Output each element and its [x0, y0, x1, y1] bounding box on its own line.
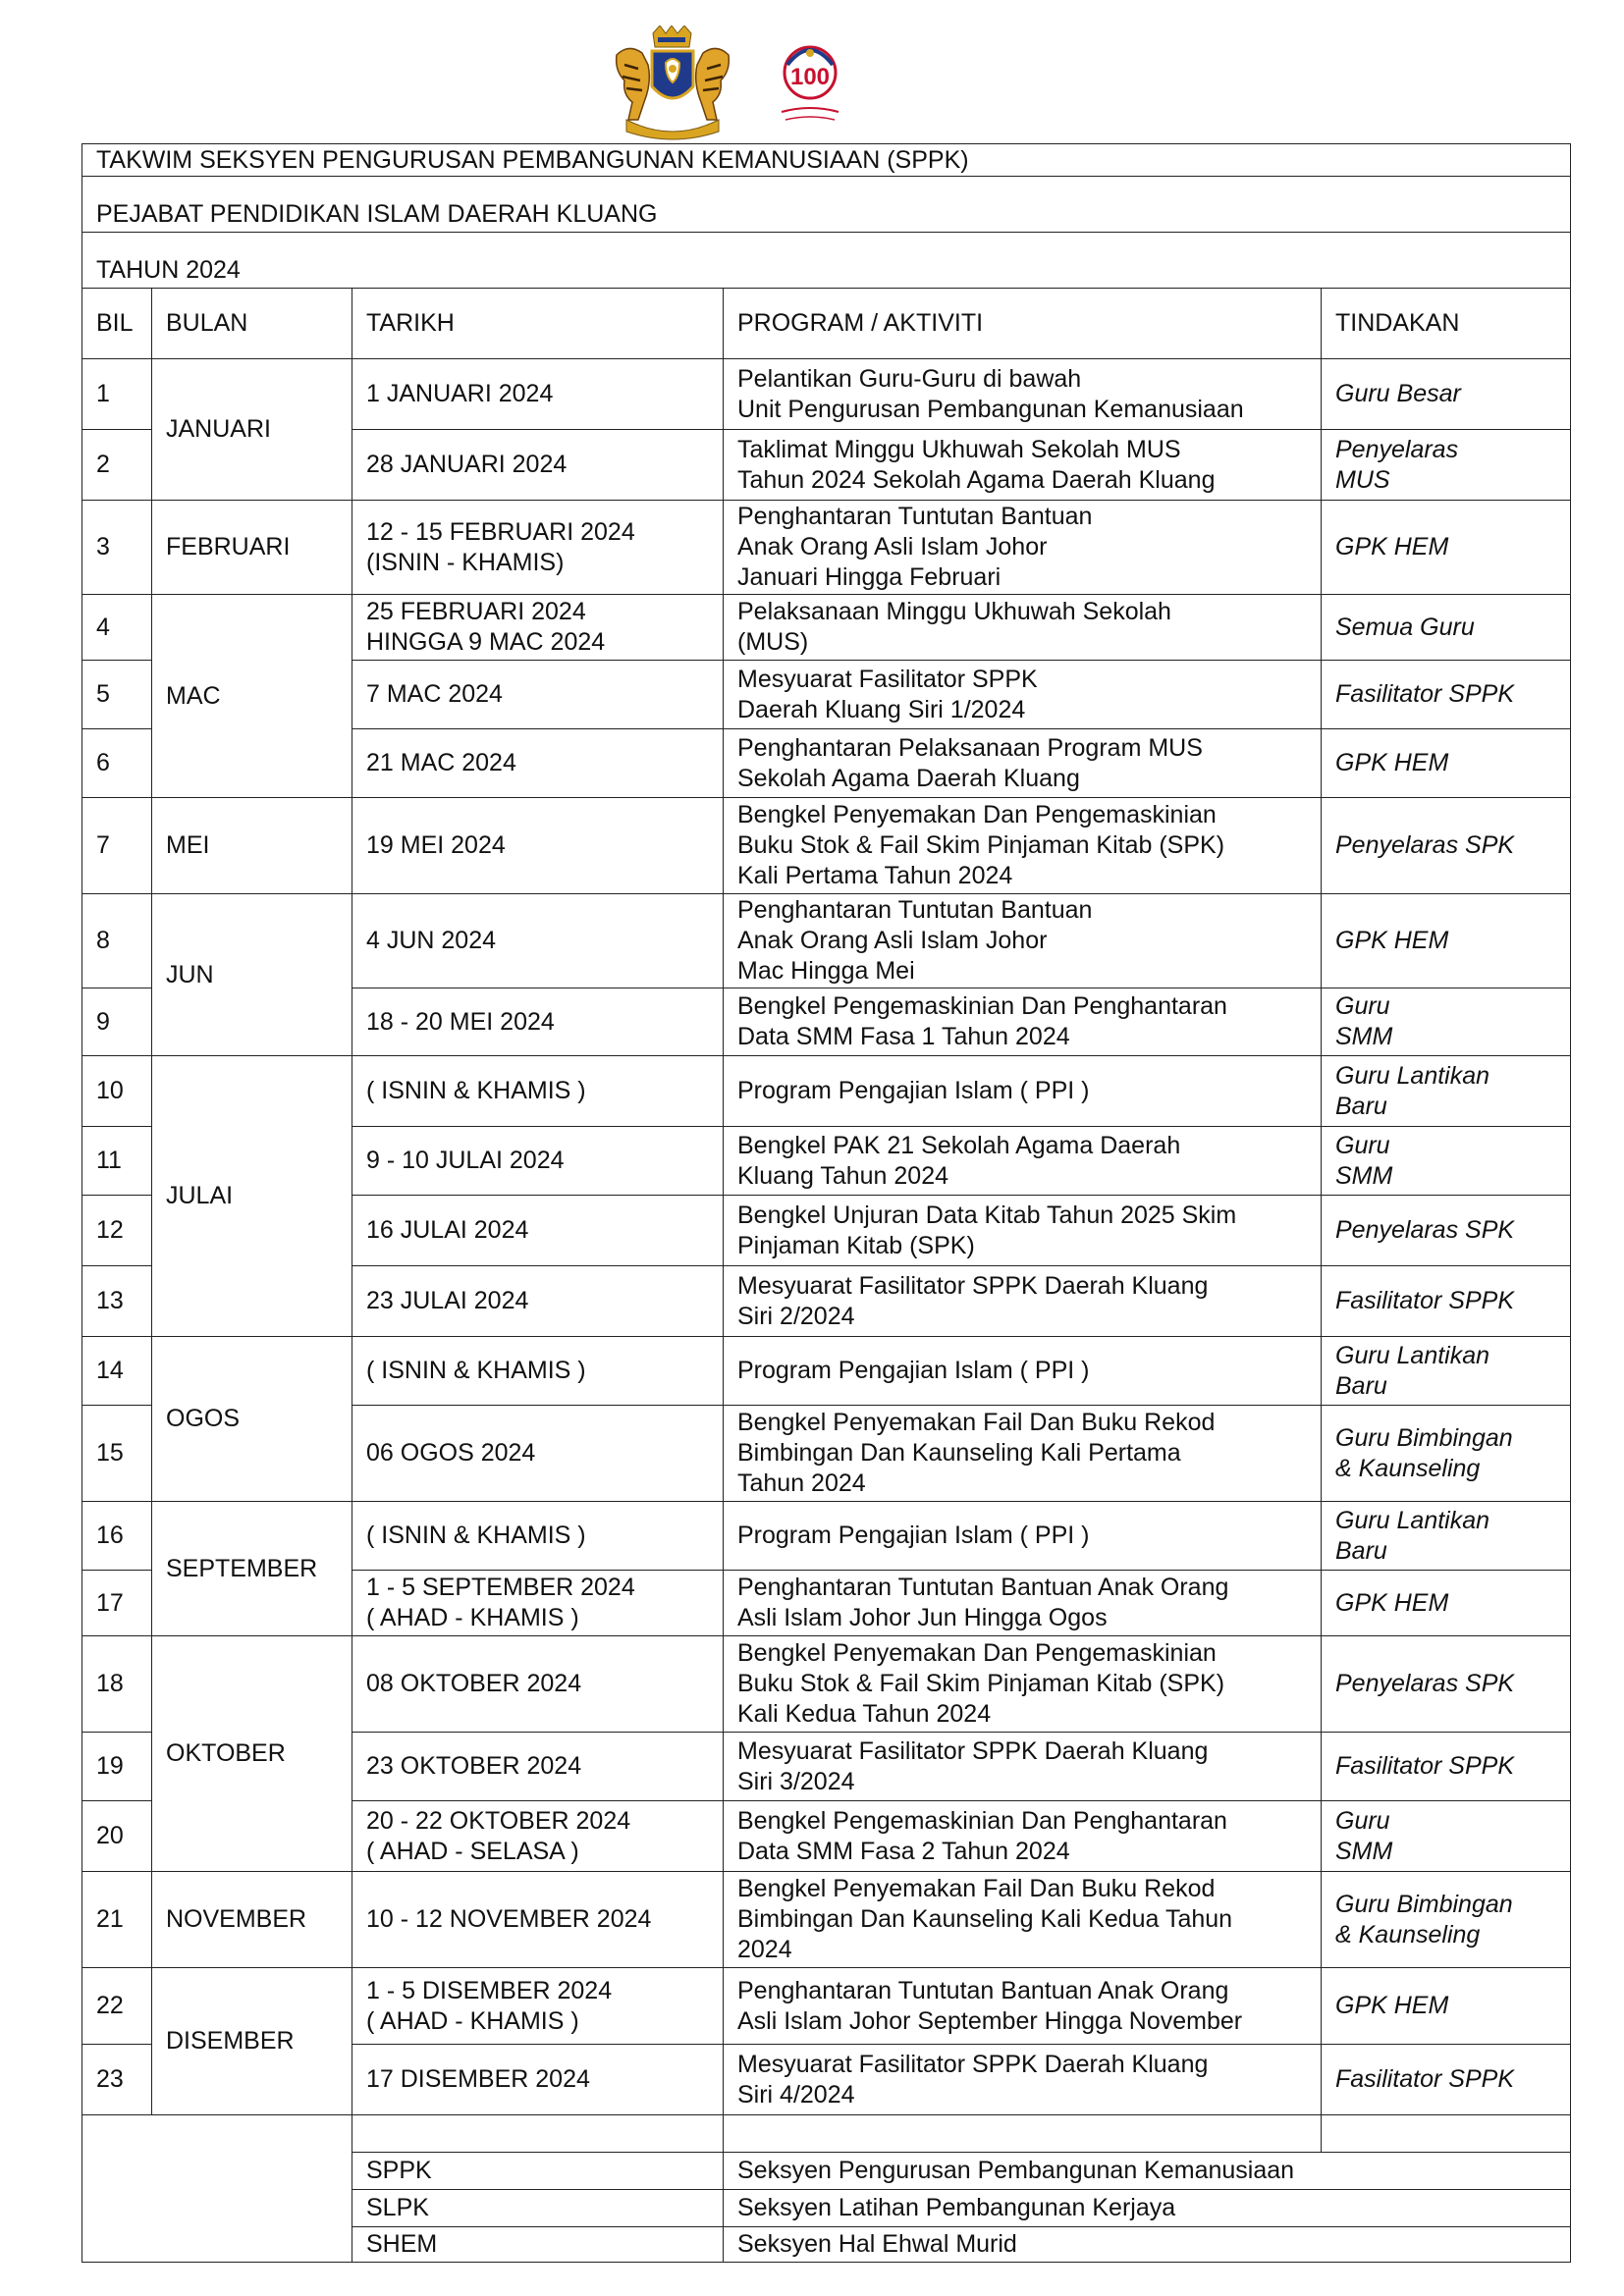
header-logos: [609, 26, 864, 143]
table-row: [82, 501, 1571, 595]
tindakan-cell: Guru Besar: [1322, 359, 1571, 430]
table-row: [82, 595, 1571, 661]
glossary-abbr: SLPK: [352, 2190, 724, 2227]
bil-cell: 13: [82, 1266, 152, 1337]
tarikh-cell: 20 - 22 OKTOBER 2024 ( AHAD - SELASA ): [352, 1801, 724, 1872]
tarikh-cell: 4 JUN 2024: [352, 894, 724, 988]
tarikh-cell: 25 FEBRUARI 2024 HINGGA 9 MAC 2024: [352, 595, 724, 661]
program-cell: Pelaksanaan Minggu Ukhuwah Sekolah (MUS): [724, 595, 1322, 661]
tindakan-cell: GPK HEM: [1322, 894, 1571, 988]
tindakan-cell: Guru Bimbingan & Kaunseling: [1322, 1406, 1571, 1502]
tindakan-cell: GPK HEM: [1322, 1968, 1571, 2045]
program-cell: Taklimat Minggu Ukhuwah Sekolah MUS Tahun 2024 Sekolah Agama Daerah Kluang: [724, 430, 1322, 501]
tindakan-cell: Fasilitator SPPK: [1322, 1733, 1571, 1801]
glossary-abbr: SHEM: [352, 2227, 724, 2263]
tindakan-cell: Semua Guru: [1322, 595, 1571, 661]
bil-cell: 21: [82, 1872, 152, 1968]
tindakan-cell: Guru Lantikan Baru: [1322, 1502, 1571, 1571]
program-cell: Bengkel Unjuran Data Kitab Tahun 2025 Skim Pinjaman Kitab (SPK): [724, 1196, 1322, 1266]
tarikh-cell: 7 MAC 2024: [352, 661, 724, 729]
program-cell: Bengkel Penyemakan Fail Dan Buku Rekod Bimbingan Dan Kaunseling Kali Pertama Tahun 2024: [724, 1406, 1322, 1502]
tarikh-cell: 18 - 20 MEI 2024: [352, 988, 724, 1056]
bulan-cell: DISEMBER: [152, 1968, 352, 2115]
bil-cell: 1: [82, 359, 152, 430]
bulan-cell: JANUARI: [152, 359, 352, 501]
tindakan-cell: Guru SMM: [1322, 988, 1571, 1056]
table-row: [82, 1636, 1571, 1733]
bil-cell: 15: [82, 1406, 152, 1502]
bil-cell: 3: [82, 501, 152, 595]
bulan-cell: OGOS: [152, 1337, 352, 1502]
program-cell: Bengkel Penyemakan Fail Dan Buku Rekod Bimbingan Dan Kaunseling Kali Kedua Tahun 2024: [724, 1872, 1322, 1968]
program-cell: Bengkel Pengemaskinian Dan Penghantaran Data SMM Fasa 2 Tahun 2024: [724, 1801, 1322, 1872]
tarikh-cell: 17 DISEMBER 2024: [352, 2045, 724, 2115]
table-row: [82, 1968, 1571, 2045]
tarikh-cell: ( ISNIN & KHAMIS ): [352, 1056, 724, 1127]
title-row: [82, 144, 1571, 177]
program-cell: Mesyuarat Fasilitator SPPK Daerah Kluang Siri 2/2024: [724, 1266, 1322, 1337]
bulan-cell: JUN: [152, 894, 352, 1056]
bil-cell: 5: [82, 661, 152, 729]
tarikh-cell: 21 MAC 2024: [352, 729, 724, 798]
office-name: PEJABAT PENDIDIKAN ISLAM DAERAH KLUANG: [82, 177, 1571, 233]
bil-cell: 23: [82, 2045, 152, 2115]
table-row: [82, 1337, 1571, 1406]
tindakan-cell: GPK HEM: [1322, 501, 1571, 595]
tarikh-cell: 23 JULAI 2024: [352, 1266, 724, 1337]
bulan-cell: NOVEMBER: [152, 1872, 352, 1968]
tarikh-cell: 1 - 5 DISEMBER 2024 ( AHAD - KHAMIS ): [352, 1968, 724, 2045]
office-row: [82, 177, 1571, 233]
tindakan-cell: Penyelaras SPK: [1322, 1636, 1571, 1733]
bil-cell: 7: [82, 798, 152, 894]
col-bil: BIL: [82, 289, 152, 359]
program-cell: Bengkel Pengemaskinian Dan Penghantaran Data SMM Fasa 1 Tahun 2024: [724, 988, 1322, 1056]
program-cell: Penghantaran Tuntutan Bantuan Anak Orang Asli Islam Johor Mac Hingga Mei: [724, 894, 1322, 988]
program-cell: Penghantaran Pelaksanaan Program MUS Sekolah Agama Daerah Kluang: [724, 729, 1322, 798]
program-cell: Program Pengajian Islam ( PPI ): [724, 1337, 1322, 1406]
glossary-meaning: Seksyen Pengurusan Pembangunan Kemanusiaan: [724, 2153, 1571, 2190]
col-tindakan: TINDAKAN: [1322, 289, 1571, 359]
tindakan-cell: Fasilitator SPPK: [1322, 2045, 1571, 2115]
glossary-blank-cell: [82, 2115, 352, 2263]
table-row: [82, 1056, 1571, 1127]
blank-cell: [724, 2115, 1322, 2153]
table-row: [82, 894, 1571, 988]
tindakan-cell: Fasilitator SPPK: [1322, 661, 1571, 729]
table-row: [82, 1502, 1571, 1571]
program-cell: Penghantaran Tuntutan Bantuan Anak Orang Asli Islam Johor Jun Hingga Ogos: [724, 1571, 1322, 1636]
program-cell: Bengkel PAK 21 Sekolah Agama Daerah Kluang Tahun 2024: [724, 1127, 1322, 1196]
program-cell: Program Pengajian Islam ( PPI ): [724, 1502, 1322, 1571]
program-cell: Mesyuarat Fasilitator SPPK Daerah Kluang Siri 4/2024: [724, 2045, 1322, 2115]
bulan-cell: MEI: [152, 798, 352, 894]
tarikh-cell: 12 - 15 FEBRUARI 2024 (ISNIN - KHAMIS): [352, 501, 724, 595]
program-cell: Mesyuarat Fasilitator SPPK Daerah Kluang Siri 3/2024: [724, 1733, 1322, 1801]
tarikh-cell: ( ISNIN & KHAMIS ): [352, 1502, 724, 1571]
glossary-spacer-row: [82, 2115, 1571, 2153]
bil-cell: 18: [82, 1636, 152, 1733]
glossary-meaning: Seksyen Hal Ehwal Murid: [724, 2227, 1571, 2263]
year-row: [82, 233, 1571, 289]
tindakan-cell: Penyelaras SPK: [1322, 1196, 1571, 1266]
column-header-row: [82, 289, 1571, 359]
program-cell: Program Pengajian Islam ( PPI ): [724, 1056, 1322, 1127]
johor-crest-logo: [617, 26, 730, 139]
bulan-cell: FEBRUARI: [152, 501, 352, 595]
tindakan-cell: Guru Bimbingan & Kaunseling: [1322, 1872, 1571, 1968]
tarikh-cell: 10 - 12 NOVEMBER 2024: [352, 1872, 724, 1968]
tarikh-cell: 16 JULAI 2024: [352, 1196, 724, 1266]
glossary-meaning: Seksyen Latihan Pembangunan Kerjaya: [724, 2190, 1571, 2227]
tindakan-cell: Penyelaras SPK: [1322, 798, 1571, 894]
bil-cell: 9: [82, 988, 152, 1056]
tarikh-cell: 28 JANUARI 2024: [352, 430, 724, 501]
blank-cell: [352, 2115, 724, 2153]
tindakan-cell: GPK HEM: [1322, 1571, 1571, 1636]
bil-cell: 16: [82, 1502, 152, 1571]
program-cell: Bengkel Penyemakan Dan Pengemaskinian Buku Stok & Fail Skim Pinjaman Kitab (SPK) Kali Pertama Tahun 2024: [724, 798, 1322, 894]
bil-cell: 4: [82, 595, 152, 661]
bulan-cell: JULAI: [152, 1056, 352, 1337]
document-title: TAKWIM SEKSYEN PENGURUSAN PEMBANGUNAN KEMANUSIAAN (SPPK): [82, 144, 1571, 177]
tindakan-cell: Guru SMM: [1322, 1801, 1571, 1872]
tarikh-cell: ( ISNIN & KHAMIS ): [352, 1337, 724, 1406]
tindakan-cell: Guru Lantikan Baru: [1322, 1337, 1571, 1406]
bulan-cell: MAC: [152, 595, 352, 798]
bil-cell: 6: [82, 729, 152, 798]
centenary-logo: [782, 47, 839, 120]
bil-cell: 12: [82, 1196, 152, 1266]
tarikh-cell: 19 MEI 2024: [352, 798, 724, 894]
tindakan-cell: Fasilitator SPPK: [1322, 1266, 1571, 1337]
col-program: PROGRAM / AKTIVITI: [724, 289, 1322, 359]
program-cell: Mesyuarat Fasilitator SPPK Daerah Kluang Siri 1/2024: [724, 661, 1322, 729]
svg-text:100: 100: [789, 64, 831, 90]
blank-cell: [1322, 2115, 1571, 2153]
col-tarikh: TARIKH: [352, 289, 724, 359]
program-cell: Pelantikan Guru-Guru di bawah Unit Pengurusan Pembangunan Kemanusiaan: [724, 359, 1322, 430]
program-cell: Bengkel Penyemakan Dan Pengemaskinian Buku Stok & Fail Skim Pinjaman Kitab (SPK) Kali Kedua Tahun 2024: [724, 1636, 1322, 1733]
tarikh-cell: 9 - 10 JULAI 2024: [352, 1127, 724, 1196]
tarikh-cell: 1 - 5 SEPTEMBER 2024 ( AHAD - KHAMIS ): [352, 1571, 724, 1636]
bulan-cell: SEPTEMBER: [152, 1502, 352, 1636]
tarikh-cell: 1 JANUARI 2024: [352, 359, 724, 430]
tarikh-cell: 23 OKTOBER 2024: [352, 1733, 724, 1801]
tarikh-cell: 08 OKTOBER 2024: [352, 1636, 724, 1733]
table-row: [82, 359, 1571, 430]
bil-cell: 11: [82, 1127, 152, 1196]
bil-cell: 22: [82, 1968, 152, 2045]
bil-cell: 19: [82, 1733, 152, 1801]
program-cell: Penghantaran Tuntutan Bantuan Anak Orang Asli Islam Johor Januari Hingga Februari: [724, 501, 1322, 595]
year-label: TAHUN 2024: [82, 233, 1571, 289]
tindakan-cell: Guru Lantikan Baru: [1322, 1056, 1571, 1127]
tindakan-cell: Guru SMM: [1322, 1127, 1571, 1196]
tindakan-cell: GPK HEM: [1322, 729, 1571, 798]
tindakan-cell: Penyelaras MUS: [1322, 430, 1571, 501]
bil-cell: 10: [82, 1056, 152, 1127]
bil-cell: 20: [82, 1801, 152, 1872]
col-bulan: BULAN: [152, 289, 352, 359]
table-row: [82, 1872, 1571, 1968]
table-row: [82, 798, 1571, 894]
bil-cell: 14: [82, 1337, 152, 1406]
bil-cell: 8: [82, 894, 152, 988]
bil-cell: 2: [82, 430, 152, 501]
tarikh-cell: 06 OGOS 2024: [352, 1406, 724, 1502]
bil-cell: 17: [82, 1571, 152, 1636]
program-cell: Penghantaran Tuntutan Bantuan Anak Orang Asli Islam Johor September Hingga November: [724, 1968, 1322, 2045]
glossary-abbr: SPPK: [352, 2153, 724, 2190]
bulan-cell: OKTOBER: [152, 1636, 352, 1872]
schedule-table: [81, 143, 1571, 2263]
